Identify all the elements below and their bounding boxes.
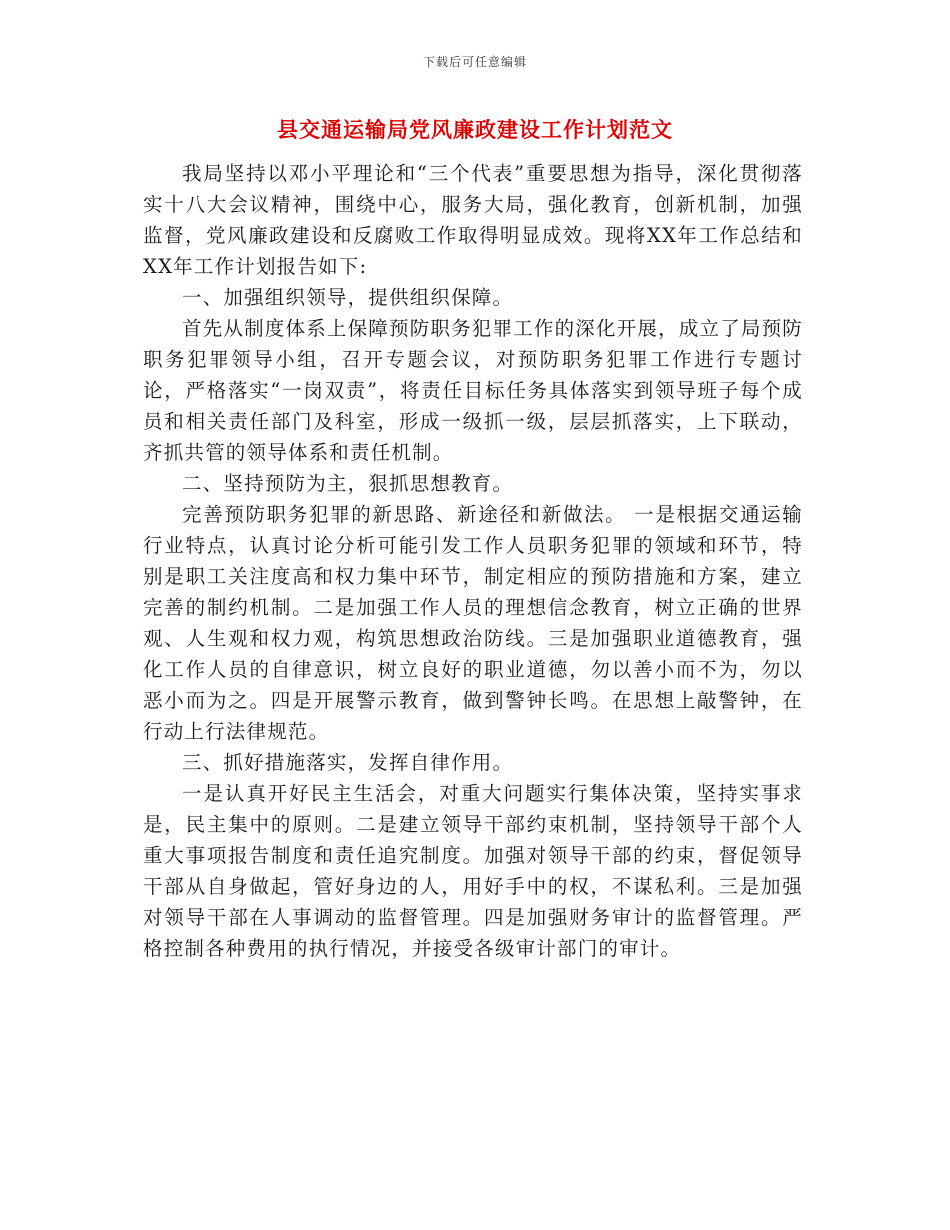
paragraph-intro: 我局坚持以邓小平理论和“三个代表”重要思想为指导，深化贯彻落实十八大会议精神，围绕中心，服务大局，强化教育，创新机制，加强监督，党风廉政建设和反腐败工作取得明显成效。现将XX年工作总结和XX年工作计划报告如下: [143,162,803,278]
document-title: 县交通运输局党风廉政建设工作计划范文 [277,117,673,142]
page-header: 下载后可任意编辑 [422,55,527,69]
paragraph-section-3: 一是认真开好民主生活会，对重大问题实行集体决策，坚持实事求是，民主集中的原则。二是建立领导干部约束机制，坚持领导干部个人重大事项报告制度和责任追究制度。加强对领导干部的约束，督促领导干部从自身做起，管好身边的人，用好手中的权，不谋私利。三是加强对领导干部在人事调动的监督管理。四是加强财务审计的监督管理。严格控制各种费用的执行情况，并接受各级审计部门的审计。 [143,782,803,960]
paragraph-section-1: 首先从制度体系上保障预防职务犯罪工作的深化开展，成立了局预防职务犯罪领导小组，召开专题会议，对预防职务犯罪工作进行专题讨论，严格落实“一岗双责”，将责任目标任务具体落实到领导班子每个成员和相关责任部门及科室，形成一级抓一级，层层抓落实，上下联动，齐抓共管的领导体系和责任机制。 [143,317,804,464]
section-heading-2: 二、坚持预防为主，狠抓思想教育。 [182,472,514,495]
section-heading-3: 三、抓好措施落实，发挥自律作用。 [182,751,514,774]
section-heading-1: 一、加强组织领导，提供组织保障。 [182,286,514,309]
document-body [143,158,803,964]
paragraph-section-2: 完善预防职务犯罪的新思路、新途径和新做法。 一是根据交通运输行业特点，认真讨论分析可能引发工作人员职务犯罪的领域和环节，特别是职工关注度高和权力集中环节，制定相应的预防措施和方案，建立完善的制约机制。二是加强工作人员的理想信念教育，树立正确的世界观、人生观和权力观，构筑思想政治防线。三是加强职业道德教育，强化工作人员的自律意识，树立良好的职业道德，勿以善小而不为，勿以恶小而为之。四是开展警示教育，做到警钟长鸣。在思想上敲警钟，在行动上行法律规范。 [143,503,803,743]
